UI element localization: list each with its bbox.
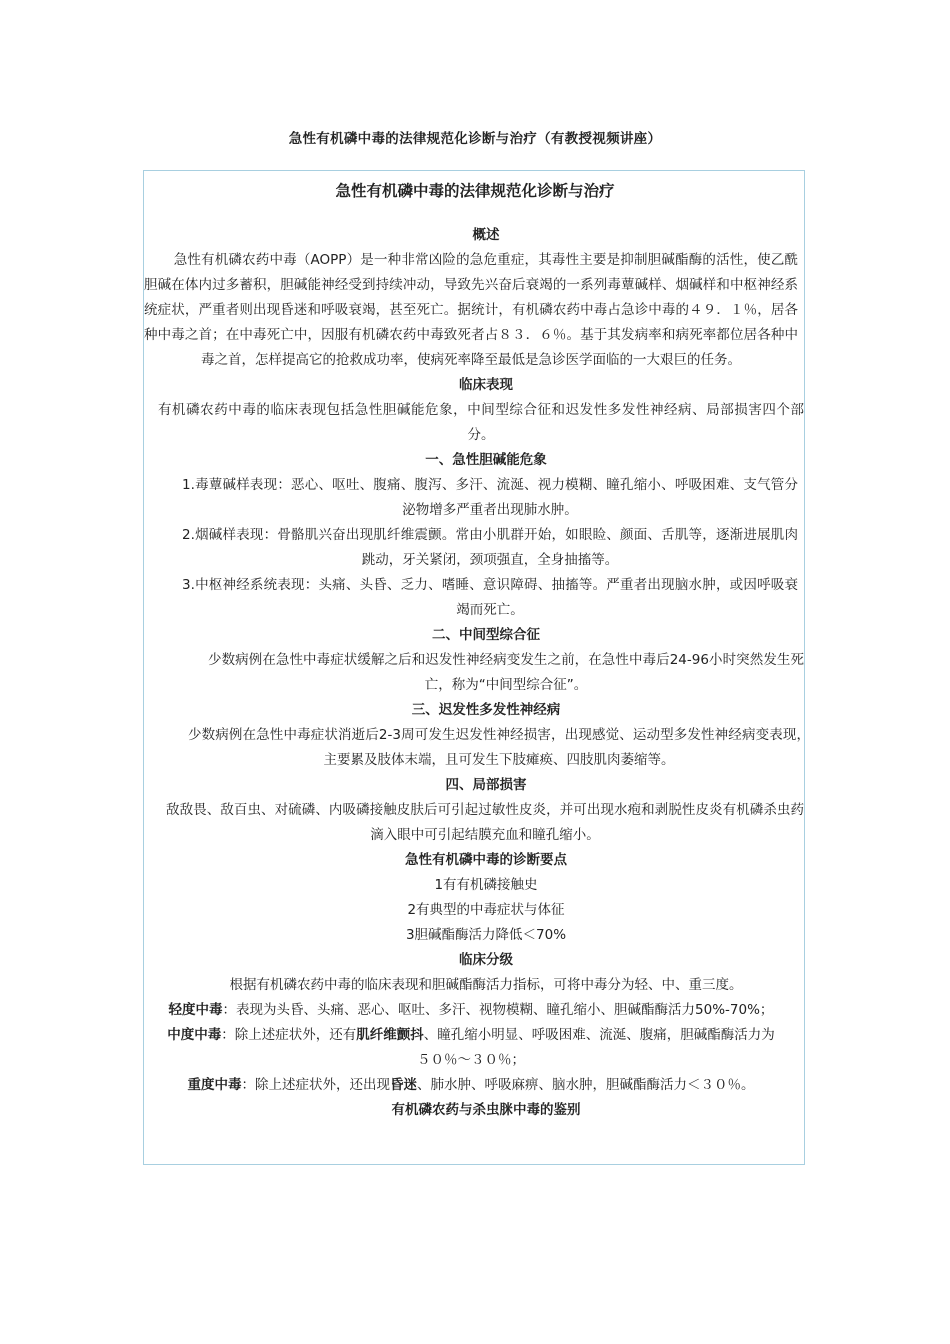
grade-moderate-text: 、瞳孔缩小明显、呼吸困难、流涎、腹痛，胆碱酯酶活力为: [423, 1027, 775, 1043]
muscarinic-item: 1.毒蕈碱样表现：恶心、呕吐、腹痛、腹泻、多汗、流涎、视力模糊、瞳孔缩小、呼吸困难、支气管分泌物增多严重者出现肺水肿。: [182, 477, 798, 518]
article-frame: [143, 170, 810, 1165]
grading-intro: 根据有机磷农药中毒的临床表现和胆碱酯酶活力指标，可将中毒分为轻、中、重三度。: [229, 977, 743, 993]
grading-heading: 临床分级: [459, 952, 513, 968]
overview-text: 急性有机磷农药中毒（AOPP）是一种非常凶险的急危重症，其毒性主要是抑制胆碱酯酶的活性，使乙酰胆碱在体内过多蓄积，胆碱能神经受到持续冲动，导致先兴奋后衰竭的一系列毒蕈碱样、烟碱样和中枢神经系统症状，严重者则出现昏迷和呼吸衰竭，甚至死亡。据统计，有机磷农药中毒占急诊中毒的４９．１％，居各种中毒之首；在中毒死亡中，因服有机磷农药中毒致死者占８３．６％。基于其发病率和病死率都位居各种中毒之首，怎样提高它的抢救成功率，使病死率降至最低是急诊医学面临的一大艰巨的任务。: [144, 252, 798, 368]
grade-moderate-text: ：除上述症状外，还有: [221, 1027, 357, 1043]
grade-moderate-range: ５０％～３０％；: [417, 1052, 525, 1068]
grade-severe-text: 、肺水肿、呼吸麻痹、脑水肿，胆碱酯酶活力＜３０％。: [417, 1077, 755, 1093]
clinical-heading: 临床表现: [459, 377, 513, 393]
grade-mild-text: ：表现为头昏、头痛、恶心、呕吐、多汗、视物模糊、瞳孔缩小、胆碱酯酶活力50%-70%；: [222, 1002, 774, 1018]
article-title: 急性有机磷中毒的法律规范化诊断与治疗: [335, 182, 615, 200]
grade-moderate: [144, 1023, 798, 1048]
section3-paragraph: 少数病例在急性中毒症状消逝后2-3周可发生迟发性神经损害，出现感觉、运动型多发性神经病变表现，主要累及肢体末端，且可发生下肢瘫痪、四肢肌肉萎缩等。: [188, 727, 810, 768]
grade-severe-bold: 昏迷: [390, 1077, 417, 1093]
section4-paragraph: 敌敌畏、敌百虫、对硫磷、内吸磷接触皮肤后可引起过敏性皮炎，并可出现水疱和剥脱性皮炎有机磷杀虫药滴入眼中可引起结膜充血和瞳孔缩小。: [166, 802, 804, 843]
cns-item: 3.中枢神经系统表现：头痛、头昏、乏力、嗜睡、意识障碍、抽搐等。严重者出现脑水肿，或因呼吸衰竭而死亡。: [182, 577, 798, 618]
section4-heading: 四、局部损害: [445, 777, 527, 793]
grade-severe: [144, 1073, 798, 1098]
diagnosis-heading: 急性有机磷中毒的诊断要点: [405, 852, 567, 868]
grade-moderate-label: 中度中毒: [167, 1027, 222, 1043]
page-title: 急性有机磷中毒的法律规范化诊断与治疗（有教授视频讲座）: [288, 131, 662, 147]
section2-heading: 二、中间型综合征: [432, 627, 540, 643]
section1-heading: 一、急性胆碱能危象: [425, 452, 547, 468]
overview-paragraph: [144, 248, 798, 373]
grade-mild-label: 轻度中毒: [168, 1002, 223, 1018]
diagnosis-item: 2有典型的中毒症状与体征: [407, 902, 565, 918]
article-body: [144, 223, 810, 1123]
nicotinic-item: 2.烟碱样表现：骨骼肌兴奋出现肌纤维震颤。常由小肌群开始，如眼睑、颜面、舌肌等，逐渐进展肌肉跳动，牙关紧闭，颈项强直，全身抽搐等。: [182, 527, 798, 568]
diagnosis-item: 3胆碱酯酶活力降低＜70%: [405, 927, 567, 943]
section2-paragraph: 少数病例在急性中毒症状缓解之后和迟发性神经病变发生之前，在急性中毒后24-96小时突然发生死亡，称为“中间型综合征”。: [208, 652, 804, 693]
grade-moderate-bold: 肌纤维颤抖: [356, 1027, 424, 1043]
grade-severe-text: ：除上述症状外，还出现: [241, 1077, 390, 1093]
overview-heading: 概述: [472, 227, 500, 243]
grade-mild: [144, 998, 798, 1023]
grade-severe-label: 重度中毒: [187, 1077, 242, 1093]
clinical-paragraph: [158, 398, 804, 448]
diagnosis-item: 1有有机磷接触史: [434, 877, 538, 893]
clinical-text: 有机磷农药中毒的临床表现包括急性胆碱能危象，中间型综合征和迟发性多发性神经病、局部损害四个部分。: [158, 402, 804, 443]
differential-heading: 有机磷农药与杀虫脒中毒的鉴别: [391, 1102, 581, 1118]
section3-heading: 三、迟发性多发性神经病: [411, 702, 561, 718]
